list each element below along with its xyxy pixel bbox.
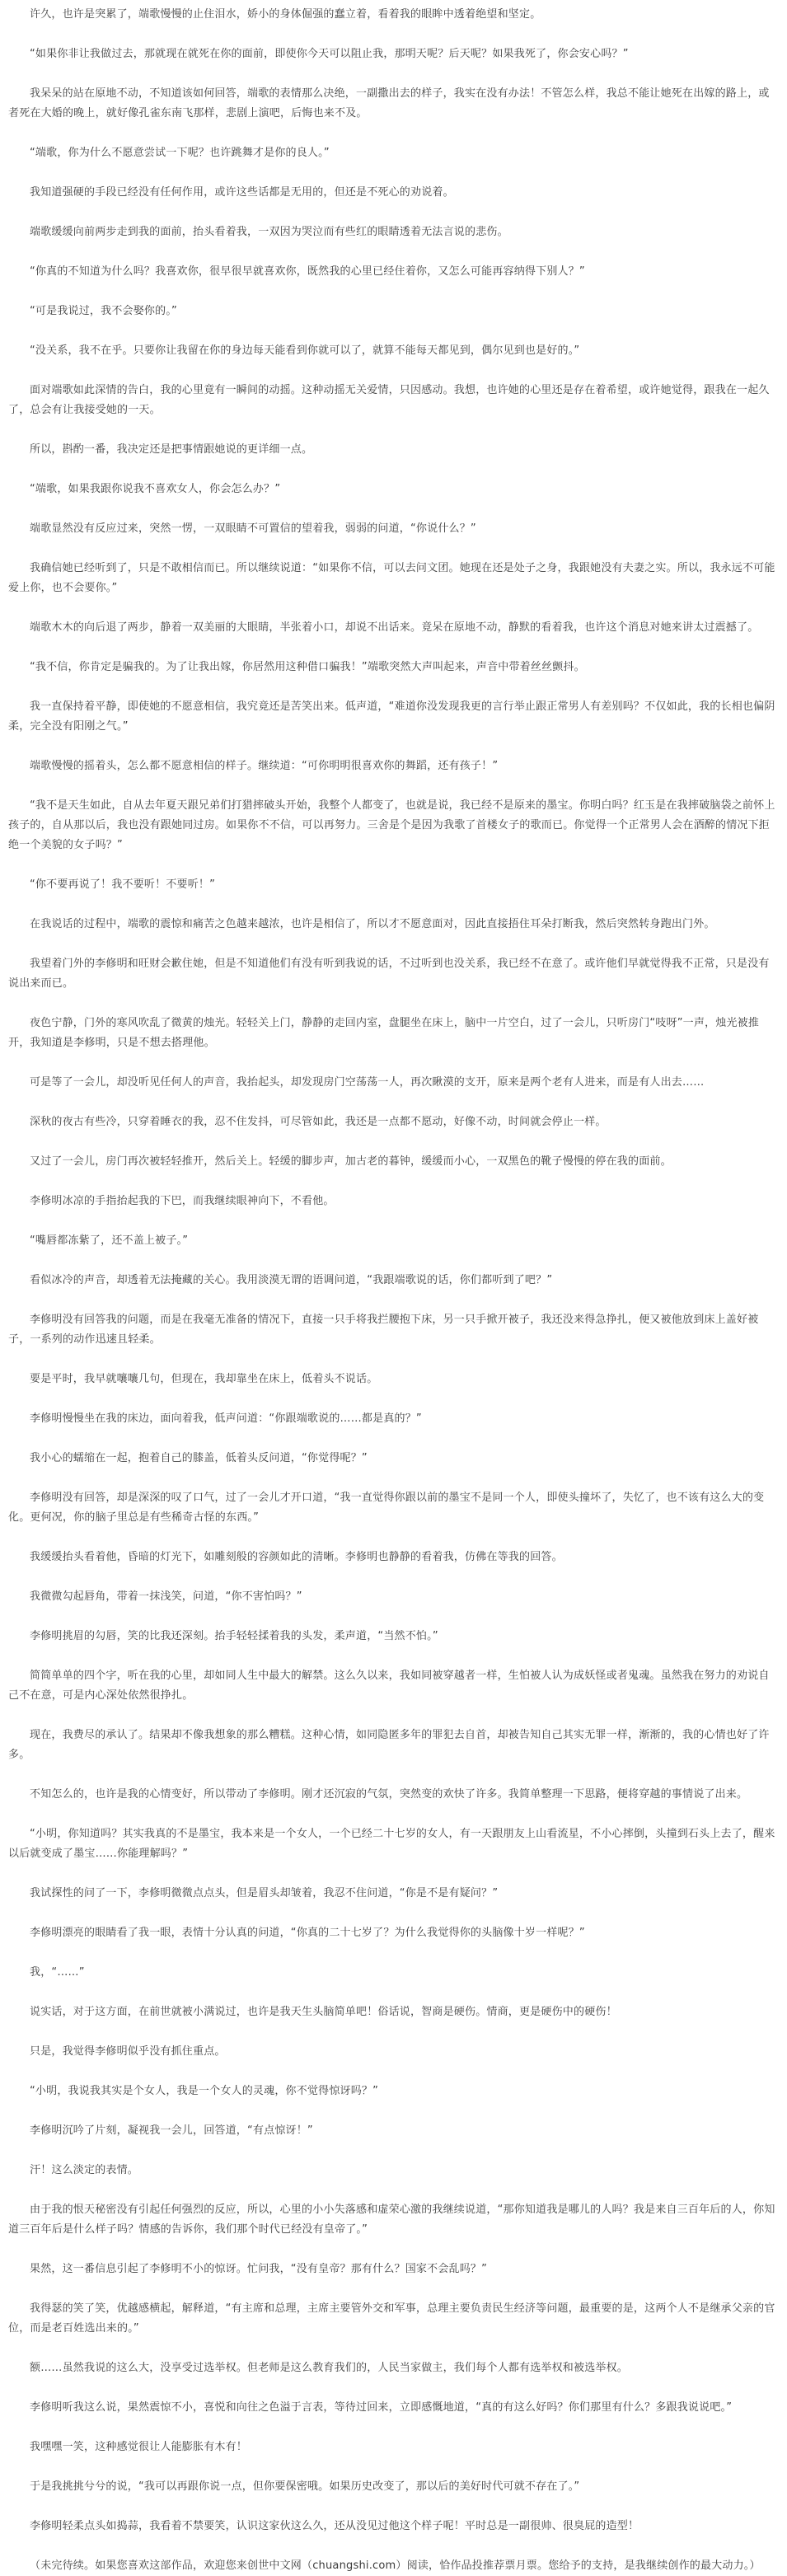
- paragraph: 面对端歌如此深情的告白，我的心里竟有一瞬间的动摇。这种动摇无关爱情，只因感动。我想，也许她的心里还是存在着希望，或许她觉得，跟我在一起久了，总会有让我接受她的一天。: [8, 384, 770, 416]
- paragraph: “小明，我说我其实是个女人，我是一个女人的灵魂，你不觉得惊讶吗？”: [30, 2085, 379, 2097]
- paragraph: 李修明沉吟了片刻，凝视我一会儿，回答道，“有点惊讶！”: [30, 2124, 313, 2137]
- paragraph: 我一直保持着平静，即使她的不愿意相信，我究竟还是苦笑出来。低声道，“难道你没发现我更的言行举止跟正常男人有差别吗？不仅如此，我的长相也偏阴柔，完全没有阳刚之气。”: [8, 700, 775, 733]
- paragraph: 端歌缓缓向前两步走到我的面前，抬头看着我，一双因为哭泣而有些红的眼睛透着无法言说的悲伤。: [30, 226, 508, 238]
- paragraph: 又过了一会儿，房门再次被轻轻推开，然后关上。轻缓的脚步声，加古老的暮钟，缓缓而小心，一双黑色的靴子慢慢的停在我的面前。: [30, 1155, 672, 1168]
- paragraph: 我缓缓抬头看着他，昏暗的灯光下，如雕刻般的容颜如此的清晰。李修明也静静的看着我，仿佛在等我的回答。: [30, 1551, 563, 1563]
- paragraph: “可是我说过，我不会娶你的。”: [30, 305, 177, 317]
- paragraph: “你真的不知道为什么吗？我喜欢你，很早很早就喜欢你，既然我的心里已经住着你，又怎么可能再容纳得下别人？”: [30, 265, 585, 278]
- paragraph: 可是等了一会儿，却没听见任何人的声音，我抬起头，却发现房门空荡荡一人，再次瞅漠的支开，原来是两个老有人进来，而是有人出去……: [30, 1076, 705, 1089]
- paragraph: “如果你非让我做过去，那就现在就死在你的面前，即使你今天可以阻止我，那明天呢？后天呢？如果我死了，你会安心吗？”: [30, 48, 629, 60]
- paragraph: “小明，你知道吗？其实我真的不是墨宝，我本来是一个女人，一个已经二十七岁的女人，有一天跟朋友上山看流星，不小心摔倒，头撞到石头上去了，醒来以后就变成了墨宝……你能理解吗？”: [8, 1828, 775, 1860]
- paragraph: 端歌显然没有反应过来，突然一愣，一双眼睛不可置信的望着我，弱弱的问道，“你说什么？”: [30, 522, 476, 535]
- paragraph: 看似冰冷的声音，却透着无法掩藏的关心。我用淡漠无谓的语调问道，“我跟端歌说的话，你们都听到了吧？”: [30, 1274, 553, 1286]
- paragraph: 我，“……”: [30, 1966, 85, 1979]
- paragraph: 端歌慢慢的摇着头，怎么都不愿意相信的样子。继续道：“可你明明很喜欢你的舞蹈，还有孩子！”: [30, 760, 499, 772]
- paragraph: 李修明慢慢坐在我的床边，面向着我，低声问道：“你跟端歌说的……都是真的？”: [30, 1412, 422, 1425]
- paragraph: 汗！这么淡定的表情。: [30, 2164, 139, 2176]
- paragraph: “我不是天生如此，自从去年夏天跟兄弟们打猎摔破头开始，我整个人都变了，也就是说，我已经不是原来的墨宝。你明白吗？红玉是在我摔破脑袋之前怀上孩子的，自从那以后，我也没有跟她同过房。如果你不不信，可以再努力。三舍是个是因为我歌了首楼女子的歌而已。你觉得一个正常男人会在酒醉的情况下拒绝一个美貌的女子吗？”: [8, 799, 775, 851]
- paragraph: 说实话，对于这方面，在前世就被小满说过，也许是我天生头脑简单吧！俗话说，智商是硬伤。情商，更是硬伤中的硬伤！: [30, 2006, 617, 2018]
- paragraph: 我知道强硬的手段已经没有任何作用，或许这些话都是无用的，但还是不死心的劝说着。: [30, 186, 454, 199]
- paragraph: （未完待续。如果您喜欢这部作品，欢迎您来创世中文网（chuangshi.com）阅读，恰作品投推荐票月票。您给予的支持，是我继续创作的最大动力。）: [30, 2560, 761, 2572]
- paragraph: 额……虽然我说的这么大，没享受过选举权。但老师是这么教育我们的，人民当家做主，我们每个人都有选举权和被选举权。: [30, 2362, 629, 2374]
- paragraph: 简简单单的四个字，听在我的心里，却如同人生中最大的解禁。这么久以来，我如同被穿越者一样，生怕被人认为成妖怪或者鬼魂。虽然我在努力的劝说自己不在意，可是内心深处依然很挣扎。: [8, 1670, 770, 1702]
- paragraph: “你不要再说了！我不要听！不要听！”: [30, 878, 216, 891]
- paragraph: “端歌，你为什么不愿意尝试一下呢？也许跳舞才是你的良人。”: [30, 147, 330, 159]
- paragraph: 李修明挑眉的勾唇，笑的比我还深刻。抬手轻轻揉着我的头发，柔声道，“当然不怕。”: [30, 1630, 438, 1642]
- paragraph: 我呆呆的站在原地不动，不知道该如何回答，端歌的表情那么决绝，一副撒出去的样子，我实在没有办法！不管怎么样，我总不能让她死在出嫁的路上，或者死在大婚的晚上，就好像孔雀东南飞那样，悲剧上演吧，后悔也来不及。: [8, 87, 770, 119]
- paragraph: 李修明没有回答我的问题，而是在我毫无准备的情况下，直接一只手将我拦腰抱下床，另一只手掀开被子，我还没来得急挣扎，便又被他放到床上盖好被子，一系列的动作迅速且轻柔。: [8, 1314, 759, 1346]
- paragraph: 在我说话的过程中，端歌的震惊和痛苦之色越来越浓，也许是相信了，所以才不愿意面对，因此直接捂住耳朵打断我，然后突然转身跑出门外。: [30, 918, 715, 930]
- paragraph: 深秋的夜古有些冷，只穿着睡衣的我，忍不住发抖，可尽管如此，我还是一点都不愿动，好像不动，时间就会停止一样。: [30, 1116, 607, 1128]
- paragraph: 所以，斟酌一番，我决定还是把事情跟她说的更详细一点。: [30, 443, 313, 456]
- paragraph: 夜色宁静，门外的寒风吹乱了微黄的烛光。轻轻关上门，静静的走回内室，盘腿坐在床上，脑中一片空白，过了一会儿，只听房门“吱呀”一声，烛光被推开，我知道是李修明，只是不想去搭理他。: [8, 1017, 760, 1049]
- paragraph: 李修明听我这么说，果然震惊不小，喜悦和向往之色溢于言表，等待过回来，立即感慨地道，“真的有这么好吗？你们那里有什么？多跟我说说吧。”: [30, 2401, 733, 2414]
- paragraph: 我嘿嘿一笑，这种感觉很让人能膨胀有木有！: [30, 2441, 248, 2453]
- paragraph: 许久，也许是突累了，端歌慢慢的止住泪水，娇小的身体倔强的蠢立着，看着我的眼眸中透着绝望和坚定。: [30, 8, 541, 21]
- paragraph: “端歌，如果我跟你说我不喜欢女人，你会怎么办？”: [30, 483, 281, 495]
- paragraph: 端歌木木的向后退了两步，静着一双美丽的大眼睛，半张着小口，却说不出话来。竟呆在原地不动，静默的看着我，也许这个消息对她来讲太过震撼了。: [30, 621, 759, 634]
- paragraph: “我不信，你肯定是骗我的。为了让我出嫁，你居然用这种借口骗我！”端歌突然大声叫起来，声音中带着丝丝颤抖。: [30, 661, 585, 673]
- paragraph: 李修明冰凉的手指抬起我的下巴，而我继续眼神向下，不看他。: [30, 1195, 335, 1207]
- paragraph: 李修明没有回答，却是深深的叹了口气，过了一会儿才开口道，“我一直觉得你跟以前的墨宝不是同一个人，即使头撞坏了，失忆了，也不该有这么大的变化。更何况，你的脑子里总是有些稀奇古怪的东西。”: [8, 1492, 765, 1524]
- paragraph: 于是我挑挑兮兮的说，“我可以再跟你说一点，但你要保密哦。如果历史改变了，那以后的美好时代可就不存在了。”: [30, 2480, 580, 2493]
- paragraph: 只是，我觉得李修明似乎没有抓住重点。: [30, 2045, 226, 2058]
- paragraph: 我确信她已经听到了，只是不敢相信而已。所以继续说道：“如果你不信，可以去问文团。她现在还是处子之身，我跟她没有夫妻之实。所以，我永远不可能爱上你，也不会要你。”: [8, 562, 775, 594]
- paragraph: 要是平时，我早就嚷嚷几句，但现在，我却靠坐在床上，低着头不说话。: [30, 1373, 378, 1385]
- paragraph: 李修明轻柔点头如捣蒜，我看着不禁要笑，认识这家伙这么久，还从没见过他这个样子呢！平时总是一副很帅、很臭屁的造型！: [30, 2520, 639, 2532]
- paragraph: 不知怎么的，也许是我的心情变好，所以带动了李修明。刚才还沉寂的气氛，突然变的欢快了许多。我简单整理一下思路，便将穿越的事情说了出来。: [30, 1788, 748, 1801]
- paragraph: “嘴唇都冻紫了，还不盖上被子。”: [30, 1234, 189, 1247]
- paragraph: 现在，我费尽的承认了。结果却不像我想象的那么糟糕。这种心情，如同隐匿多年的罪犯去自首，却被告知自己其实无罪一样，渐渐的，我的心情也好了许多。: [8, 1729, 770, 1761]
- paragraph: 我得瑟的笑了笑，优越感横起，解释道，“有主席和总理，主席主要管外交和军事，总理主要负责民生经济等问题，最重要的是，这两个人不是继承父亲的官位，而是老百姓选出来的。”: [8, 2302, 775, 2335]
- paragraph: 我微微勾起唇角，带着一抹浅笑，问道，“你不害怕吗？”: [30, 1590, 302, 1603]
- paragraph: 我小心的蠕缩在一起，抱着自己的膝盖，低着头反问道，“你觉得呢？”: [30, 1452, 368, 1464]
- paragraph: 我望着门外的李修明和旺财会歉住她，但是不知道他们有没有听到我说的话，不过听到也没关系，我已经不在意了。或许他们早就觉得我不正常，只是没有说出来而已。: [8, 958, 770, 990]
- paragraph: “没关系，我不在乎。只要你让我留在你的身边每天能看到你就可以了，就算不能每天都见到，偶尔见到也是好的。”: [30, 344, 580, 357]
- paragraph: 由于我的恨天秘密没有引起任何强烈的反应，所以，心里的小小失落感和虚荣心激的我继续说道，“那你知道我是哪儿的人吗？我是来自三百年后的人，你知道三百年后是什么样子吗？情感的告诉你，我们那个时代已经没有皇帝了。”: [8, 2204, 775, 2236]
- paragraph: 李修明漂亮的眼睛看了我一眼，表情十分认真的问道，“你真的二十七岁了？为什么我觉得你的头脑像十岁一样呢？”: [30, 1927, 585, 1939]
- paragraph: 果然，这一番信息引起了李修明不小的惊讶。忙问我，“没有皇帝？那有什么？国家不会乱吗？”: [30, 2263, 488, 2275]
- paragraph: 我试探性的问了一下，李修明微微点点头，但是眉头却皱着，我忍不住问道，“你是不是有疑问？”: [30, 1887, 499, 1899]
